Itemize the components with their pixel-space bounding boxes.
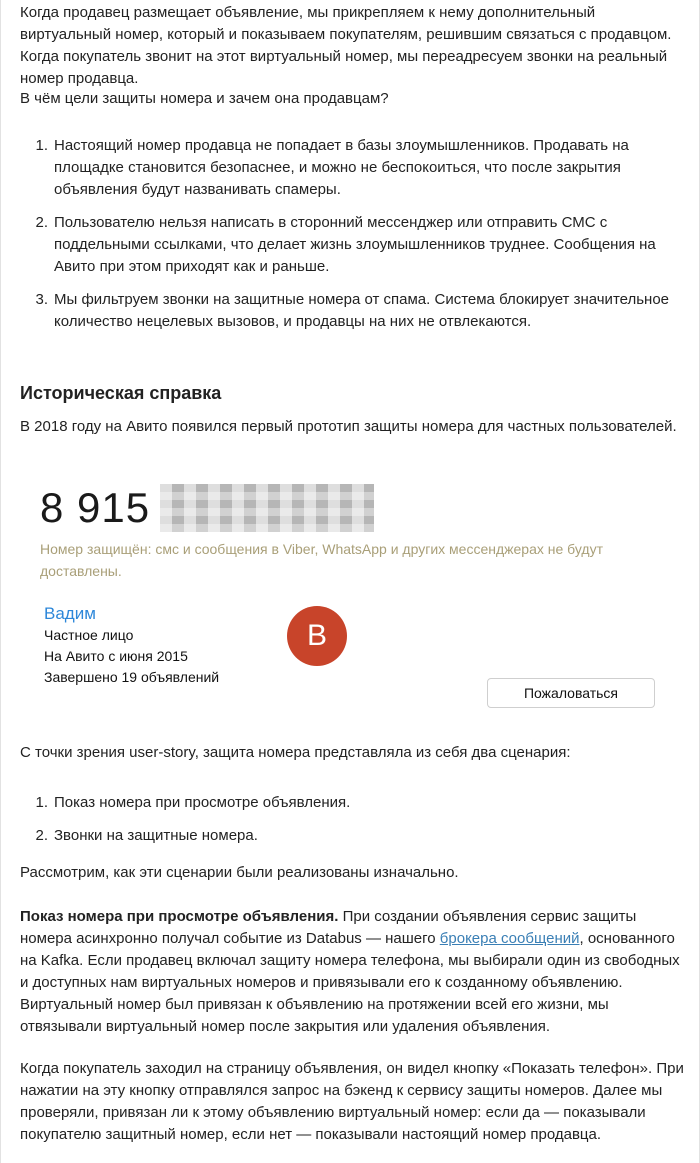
userstory-paragraph: С точки зрения user-story, защита номера представляла из себя два сценария: [20,744,571,761]
seller-name-link[interactable]: Вадим [44,604,96,623]
buyer-paragraph: Когда покупатель заходил на страницу объявления, он видел кнопку «Показать телефон». При нажатии на эту кнопку отправлялся запрос на бэкенд к сервису защиты номеров. Далее мы проверяли, привязан ли к этому объявлению виртуальный номер: если да — показывали покупателю защитный номер, если нет — показывали настоящий номер продавца. [20,1060,684,1143]
report-button[interactable]: Пожаловаться [487,678,655,708]
intro-paragraph: Когда продавец размещает объявление, мы прикрепляем к нему дополнительный виртуальный номер, который и показываем покупателям, решившим связаться с продавцом. Когда покупатель звонит на этот виртуальный номер, мы переадресуем звонки на реальный номер продавца. [20,4,672,87]
list-number: 2. [35,214,48,231]
phone-number [40,482,374,534]
show-number-text-1: При создании объявления сервис защиты номера асинхронно получал событие из Databus — нашего [20,908,637,947]
pixelated-number-image [160,484,374,532]
seller-type: Частное лицо [44,627,134,643]
message-broker-link[interactable]: брокера сообщений [439,930,580,947]
phone-prefix: 8 915 [40,484,151,531]
goals-list [20,135,685,344]
list-item [20,825,350,847]
seller-ads-count: Завершено 19 объявлений [44,669,220,685]
list-item [20,212,685,278]
show-number-text-2: , основанного на Kafka. Если продавец включал защиту номера телефона, мы выбирали один из свободных и доступных нам виртуальных номеров и привязывали его к созданному объявлению. Виртуальный номер был привязан к объявлению на протяжении всей его жизни, мы отвязывали виртуальный номер после закрытия или удаления объявления. [20,930,680,1035]
avatar: В [287,606,347,666]
list-item [20,135,685,201]
list-item-text: Звонки на защитные номера. [54,827,258,844]
list-item-text: Пользователю нельзя написать в сторонний мессенджер или отправить СМС с поддельными ссылками, что делает жизнь злоумышленников труднее. Сообщения на Авито при этом приходят как и раньше. [54,214,656,275]
list-item-text: Мы фильтруем звонки на защитные номера от спама. Система блокирует значительное количество нецелевых вызовов, и продавцы на них не отвлекаются. [54,291,670,330]
question-paragraph: В чём цели защиты номера и зачем она продавцам? [20,90,389,107]
list-item-text: Показ номера при просмотре объявления. [54,794,351,811]
protected-number-card [20,470,685,720]
protected-note: Номер защищён: смс и сообщения в Viber, WhatsApp и других мессенджерах не будут доставлены. [40,541,603,579]
show-number-paragraph [20,906,685,1038]
scenarios-list [20,792,350,858]
seller-since: На Авито с июня 2015 [44,648,188,664]
consider-paragraph: Рассмотрим, как эти сценарии были реализованы изначально. [20,864,459,881]
show-number-bold: Показ номера при просмотре объявления. [20,908,339,925]
history-paragraph: В 2018 году на Авито появился первый прототип защиты номера для частных пользователей. [20,418,677,435]
list-number: 3. [35,291,48,308]
list-number: 2. [35,827,48,844]
seller-info [44,625,219,688]
list-item [20,792,350,814]
list-number: 1. [35,794,48,811]
list-item-text: Настоящий номер продавца не попадает в базы злоумышленников. Продавать на площадке становится безопаснее, и можно не беспокоиться, что после закрытия объявления будут названивать спамеры. [54,137,629,198]
list-item [20,289,685,333]
list-number: 1. [35,137,48,154]
history-heading: Историческая справка [20,383,222,403]
